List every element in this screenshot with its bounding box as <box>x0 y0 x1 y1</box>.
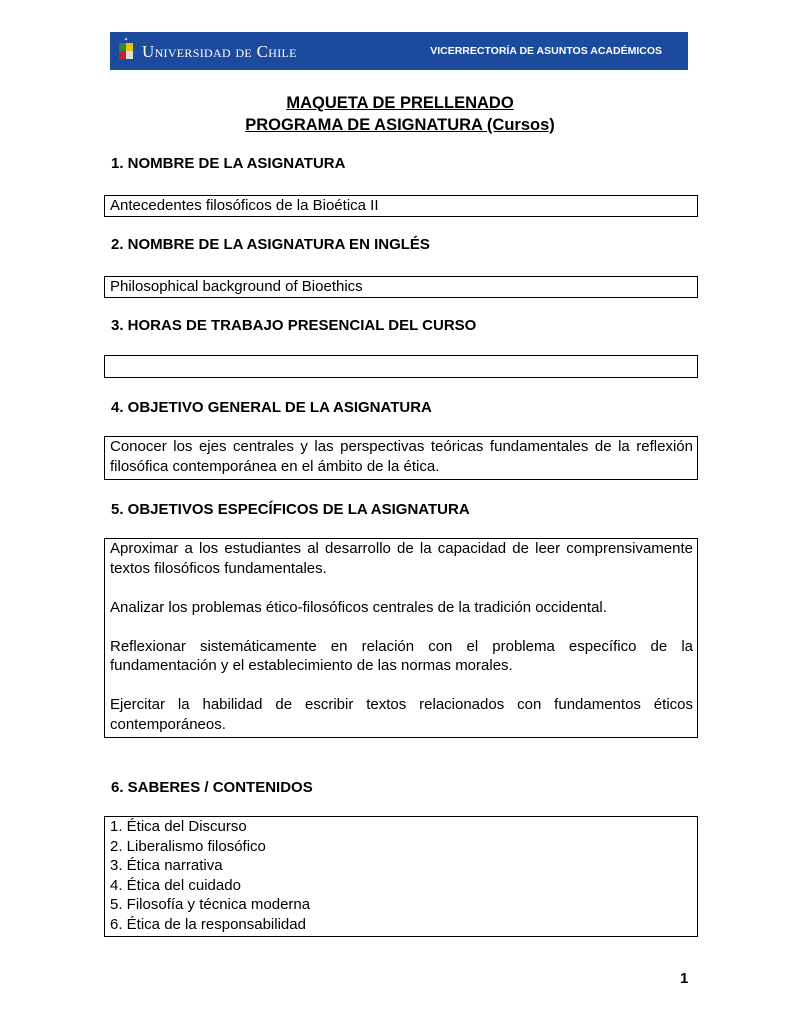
content-item: 4. Ética del cuidado <box>110 876 241 894</box>
contents-field <box>104 816 698 937</box>
objective-item: Analizar los problemas ético-filosóficos centrales de la tradición occidental. <box>110 598 607 616</box>
section-heading: 4. OBJETIVO GENERAL DE LA ASIGNATURA <box>111 399 432 416</box>
document-title: MAQUETA DE PRELLENADO <box>286 94 514 112</box>
section-heading: 6. SABERES / CONTENIDOS <box>111 779 313 796</box>
content-item: 2. Liberalismo filosófico <box>110 837 266 855</box>
section-heading: 3. HORAS DE TRABAJO PRESENCIAL DEL CURSO <box>111 317 477 334</box>
objective-item: Aproximar a los estudiantes al desarrollo de la capacidad de leer comprensivamente textos filosóficos fundamentales. <box>110 540 693 577</box>
university-name: Universidad de Chile <box>142 42 297 61</box>
content-item: 3. Ética narrativa <box>110 857 223 874</box>
general-objective-field: Conocer los ejes centrales y las perspectivas teóricas fundamentales de la reflexión filosófica contemporánea en el ámbito de la ética. <box>104 436 698 480</box>
objective-item: Ejercitar la habilidad de escribir textos relacionados con fundamentos éticos contemporáneos. <box>110 696 693 733</box>
specific-objectives-field <box>104 538 698 738</box>
section-heading: 1. NOMBRE DE LA ASIGNATURA <box>111 155 346 172</box>
document-subtitle: PROGRAMA DE ASIGNATURA (Cursos) <box>245 116 555 134</box>
course-name-english-field: Philosophical background of Bioethics <box>104 276 698 298</box>
section-heading: 2. NOMBRE DE LA ASIGNATURA EN INGLÉS <box>111 236 430 253</box>
content-item: 1. Ética del Discurso <box>110 818 247 835</box>
content-item: 5. Filosofía y técnica moderna <box>110 896 311 913</box>
university-logo-icon <box>118 37 134 65</box>
course-name-field: Antecedentes filosóficos de la Bioética II <box>104 195 698 217</box>
hours-field <box>104 355 698 378</box>
section-heading: 5. OBJETIVOS ESPECÍFICOS DE LA ASIGNATURA <box>111 501 470 518</box>
objective-item: Reflexionar sistemáticamente en relación con el problema específico de la fundamentación y el establecimiento de las normas morales. <box>110 637 693 674</box>
header-banner <box>110 32 688 70</box>
unit-name: VICERRECTORÍA DE ASUNTOS ACADÉMICOS <box>430 45 662 57</box>
content-item: 6. Ética de la responsabilidad <box>110 915 306 933</box>
page-number: 1 <box>680 970 689 987</box>
